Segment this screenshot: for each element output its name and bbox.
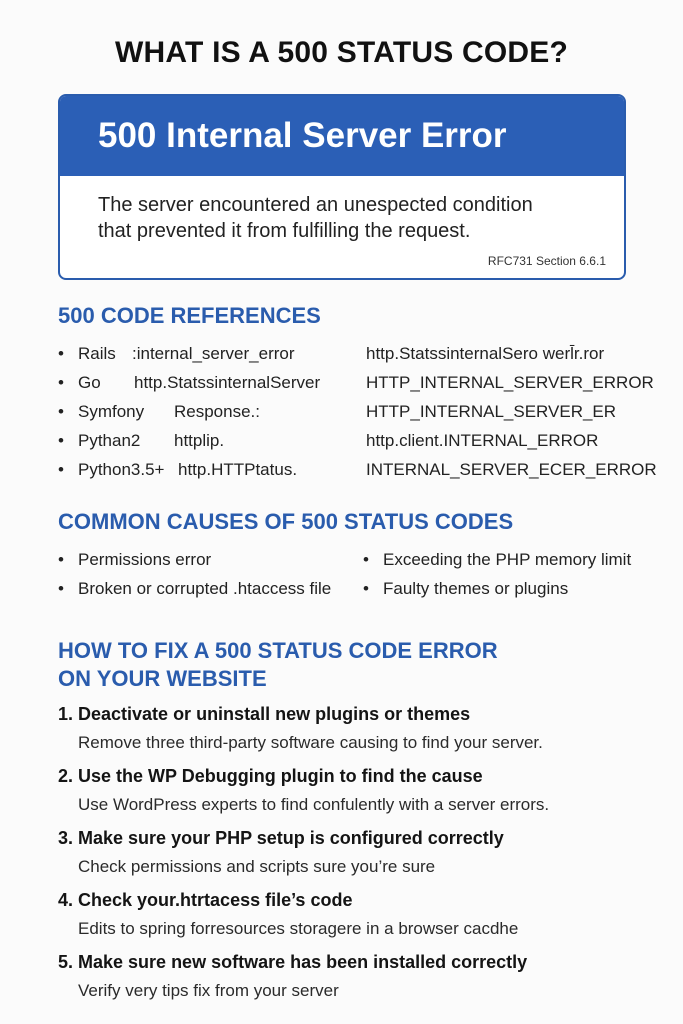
bullet-icon: •	[58, 344, 64, 363]
causes-heading: COMMON CAUSES OF 500 STATUS CODES	[58, 509, 514, 534]
page-title: WHAT IS A 500 STATUS CODE?	[114, 36, 568, 69]
step-description: Remove three third-party software causing to find your server.	[78, 733, 543, 752]
cause-text: Faulty themes or plugins	[383, 579, 569, 598]
reference-symbol: httplip.	[174, 431, 225, 450]
step-title: 4. Check your.htrtacess file’s code	[58, 890, 353, 910]
reference-symbol: Response.:	[174, 402, 260, 421]
fix-heading-line-2: ON YOUR WEBSITE	[58, 666, 267, 691]
reference-framework: Symfony	[78, 402, 145, 421]
reference-constant: HTTP_INTERNAL_SERVER_ERROR	[366, 373, 654, 392]
reference-row	[58, 402, 658, 430]
references-heading: 500 CODE REFERENCES	[58, 303, 321, 328]
definition-card	[58, 94, 626, 280]
cause-item	[363, 579, 673, 599]
step-description: Edits to spring forresources storagere in a browser cacdhe	[78, 919, 519, 938]
bullet-icon: •	[58, 579, 64, 598]
reference-framework: Rails	[78, 344, 116, 363]
step-title: 1. Deactivate or uninstall new plugins or themes	[58, 704, 471, 724]
reference-constant: HTTP_INTERNAL_SERVER_ER	[366, 402, 617, 421]
card-source-note: RFC731 Section 6.6.1	[487, 254, 606, 268]
bullet-icon: •	[363, 550, 369, 569]
reference-symbol: http.StatssinternalServer	[134, 373, 321, 392]
step-title: 3. Make sure your PHP setup is configured correctly	[58, 828, 504, 848]
cause-item	[58, 579, 358, 599]
reference-symbol: http.HTTPtatus.	[178, 460, 298, 479]
card-definition-line-1: The server encountered an unespected condition	[98, 194, 533, 216]
card-body	[60, 176, 624, 244]
bullet-icon: •	[58, 550, 64, 569]
reference-row	[58, 344, 658, 372]
step-description: Use WordPress experts to find confulently with a server errors.	[78, 795, 550, 814]
cause-text: Broken or corrupted .htaccess file	[78, 579, 332, 598]
cause-item	[363, 550, 673, 570]
card-title: 500 Internal Server Error	[60, 96, 624, 176]
reference-symbol: :internal_server_error	[132, 344, 295, 363]
step-title: 5. Make sure new software has been installed correctly	[58, 952, 528, 972]
reference-framework: Go	[78, 373, 101, 392]
step-title: 2. Use the WP Debugging plugin to find the cause	[58, 766, 483, 786]
reference-row	[58, 460, 658, 488]
reference-constant: http.StatssinternalSero werl̄r.ror	[366, 344, 605, 363]
bullet-icon: •	[58, 373, 64, 392]
fix-heading	[58, 637, 498, 693]
cause-text: Permissions error	[78, 550, 212, 569]
step-description: Check permissions and scripts sure you’re sure	[78, 857, 436, 876]
step-description: Verify very tips fix from your server	[78, 981, 339, 1000]
cause-item	[58, 550, 358, 570]
bullet-icon: •	[363, 579, 369, 598]
bullet-icon: •	[58, 460, 64, 479]
reference-row	[58, 373, 658, 401]
card-definition-line-2: that prevented it from fulfilling the request.	[98, 220, 471, 242]
reference-framework: Python3.5+	[78, 460, 165, 479]
fix-heading-line-1: HOW TO FIX A 500 STATUS CODE ERROR	[58, 638, 498, 663]
bullet-icon: •	[58, 402, 64, 421]
reference-constant: INTERNAL_SERVER_ECER_ERROR	[366, 460, 657, 479]
cause-text: Exceeding the PHP memory limit	[383, 550, 632, 569]
reference-row	[58, 431, 658, 459]
reference-constant: http.client.INTERNAL_ERROR	[366, 431, 599, 450]
reference-framework: Pythan2	[78, 431, 141, 450]
bullet-icon: •	[58, 431, 64, 450]
